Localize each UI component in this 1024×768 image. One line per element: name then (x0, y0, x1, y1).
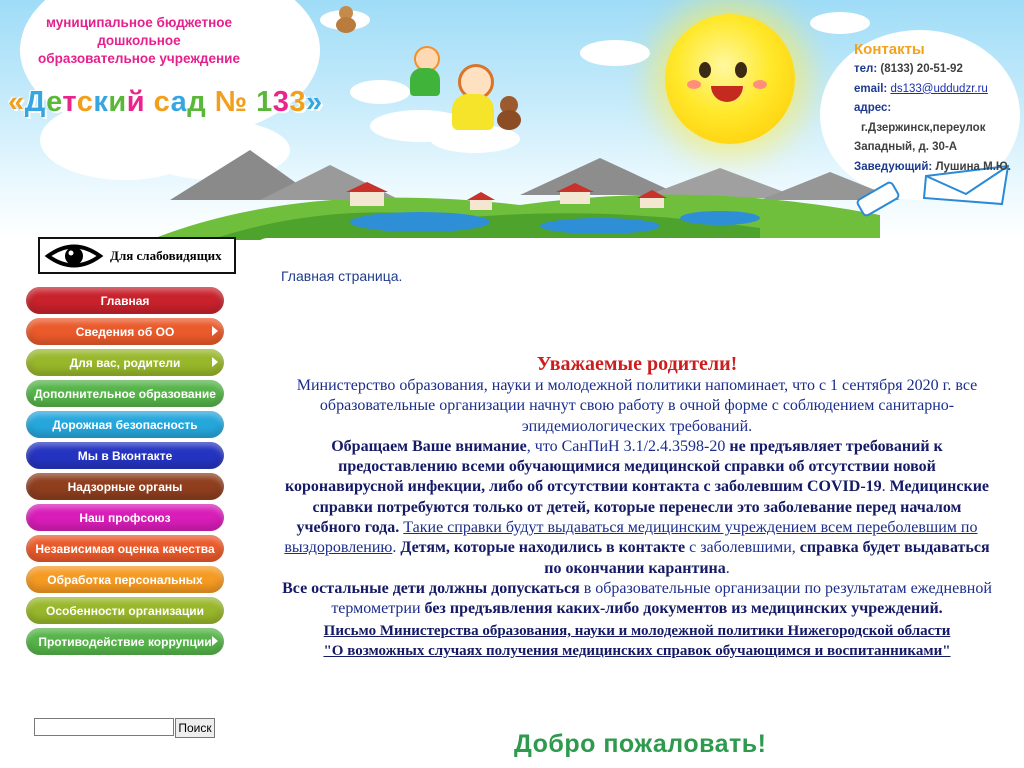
head-label: Заведующий: (854, 160, 933, 173)
notice-heading: Уважаемые родители! (536, 353, 738, 375)
visually-impaired-label: Для слабовидящих (110, 247, 222, 263)
notice-emphasis: справка будет выдаваться по окончании карантина (544, 539, 990, 577)
address-line: г.Дзержинск,переулок (861, 121, 986, 134)
menu-item[interactable] (26, 380, 224, 407)
email-label: email: (854, 82, 888, 95)
search-form (34, 718, 212, 736)
menu-item[interactable] (26, 535, 224, 562)
menu-item[interactable] (26, 597, 224, 624)
head-row (854, 158, 1022, 178)
phone-value: (8133) 20-51-92 (880, 63, 963, 75)
search-input[interactable] (34, 718, 174, 736)
menu-item[interactable] (26, 349, 224, 376)
notice-underline: Такие справки будут выдаваться медицинским учреждением всем переболевшим по выздоровлению (284, 519, 978, 557)
organization-type-line: муниципальное бюджетное (45, 15, 233, 30)
menu-item-label: Противодействие коррупции (38, 634, 212, 649)
notice-emphasis: Обращаем Ваше внимание (331, 437, 527, 455)
notice-text: . (725, 559, 730, 577)
notice-emphasis: без предъявления каких-либо документов из медицинских учреждений. (424, 600, 943, 618)
notice-text: , что СанПиН 3.1/2.4.3598-20 (526, 437, 730, 455)
contacts-title: Контакты (854, 41, 925, 58)
search-button[interactable]: Поиск (175, 718, 215, 738)
eye-icon (44, 241, 104, 271)
address-label: адрес: (854, 102, 892, 114)
menu-item[interactable] (26, 566, 224, 593)
menu-item-label: Дорожная безопасность (52, 417, 198, 432)
ministry-letter-link[interactable]: Письмо Министерства образования, науки и молодежной политики Нижегородской области (323, 622, 951, 639)
medical-certificates-link[interactable]: "О возможных случаях получения медицинских справок обучающимся и воспитанниками" (323, 642, 951, 659)
menu-item-label: Наш профсоюз (79, 510, 171, 525)
phone-row (854, 60, 1022, 80)
organization-type-line: дошкольное (97, 33, 181, 48)
notice-paragraph (282, 437, 992, 579)
menu-item[interactable] (26, 473, 224, 500)
notice-text: в образовательные организации по результатам ежедневной термометрии (331, 579, 992, 618)
menu-item-label: Дополнительное образование (34, 386, 216, 401)
welcome-text: Добро пожаловать! (514, 730, 767, 758)
email-link[interactable]: ds133@uddudzr.ru (890, 82, 988, 95)
main-menu (26, 287, 224, 659)
menu-item-label: Особенности организации (46, 603, 204, 618)
chevron-right-icon (212, 357, 218, 367)
menu-item[interactable] (26, 287, 224, 314)
menu-item-label: Сведения об ОО (75, 324, 175, 339)
notice-emphasis: Все остальные дети должны допускаться (282, 579, 580, 597)
notice-text: . (881, 478, 890, 496)
menu-item[interactable] (26, 628, 224, 655)
menu-item[interactable] (26, 318, 224, 345)
notice-emphasis: Медицинские справки потребуются только от детей, которые перенесли это заболевание перед началом учебного года. (296, 478, 990, 537)
menu-item-label: Мы в Вконтакте (77, 448, 173, 463)
chevron-right-icon (212, 326, 218, 336)
email-row (854, 80, 1022, 100)
visually-impaired-button[interactable] (38, 237, 236, 274)
address-line: Западный, д. 30-А (854, 141, 958, 153)
menu-item[interactable] (26, 411, 224, 438)
menu-item-label: Для вас, родители (69, 355, 181, 370)
notice-text: . (392, 539, 401, 557)
notice-emphasis: не предъявляет требований к предоставлению всеми обучающимися медицинской справки об отсутствии новой коронавирусной инфекции, либо об отсутствии контакта с заболевшим COVID-19 (284, 437, 943, 496)
menu-item[interactable] (26, 442, 224, 469)
organization-type-line: образовательное учреждение (38, 51, 240, 66)
chevron-right-icon (212, 636, 218, 646)
menu-item-label: Надзорные органы (67, 479, 183, 494)
notice-emphasis: Детям, которые находились в контакте (400, 539, 686, 557)
notice-paragraph: Министерство образования, науки и молодежной политики напоминает, что с 1 сентября 2020 г. все образовательные организации начнут свою работу в очной форме с соблюдением санитарно-эпидемиологических требований. (296, 377, 978, 435)
menu-item[interactable] (26, 504, 224, 531)
usb-drive-icon (852, 174, 908, 222)
notice-paragraph (282, 579, 992, 620)
menu-item-label: Независимая оценка качества (35, 541, 215, 556)
site-header (0, 0, 1024, 240)
menu-item-label: Главная (100, 293, 150, 308)
breadcrumb: Главная страница. (281, 268, 403, 284)
phone-label: тел: (854, 63, 878, 75)
notice-text: с заболевшими, (685, 539, 800, 557)
contacts-block (854, 40, 1022, 177)
site-title: «Детский сад № 133» (8, 86, 323, 118)
parents-notice (282, 352, 992, 661)
head-name: Лушина М.Ю. (935, 160, 1011, 173)
organization-type (14, 14, 264, 68)
menu-item-label: Обработка персональных (47, 572, 203, 587)
